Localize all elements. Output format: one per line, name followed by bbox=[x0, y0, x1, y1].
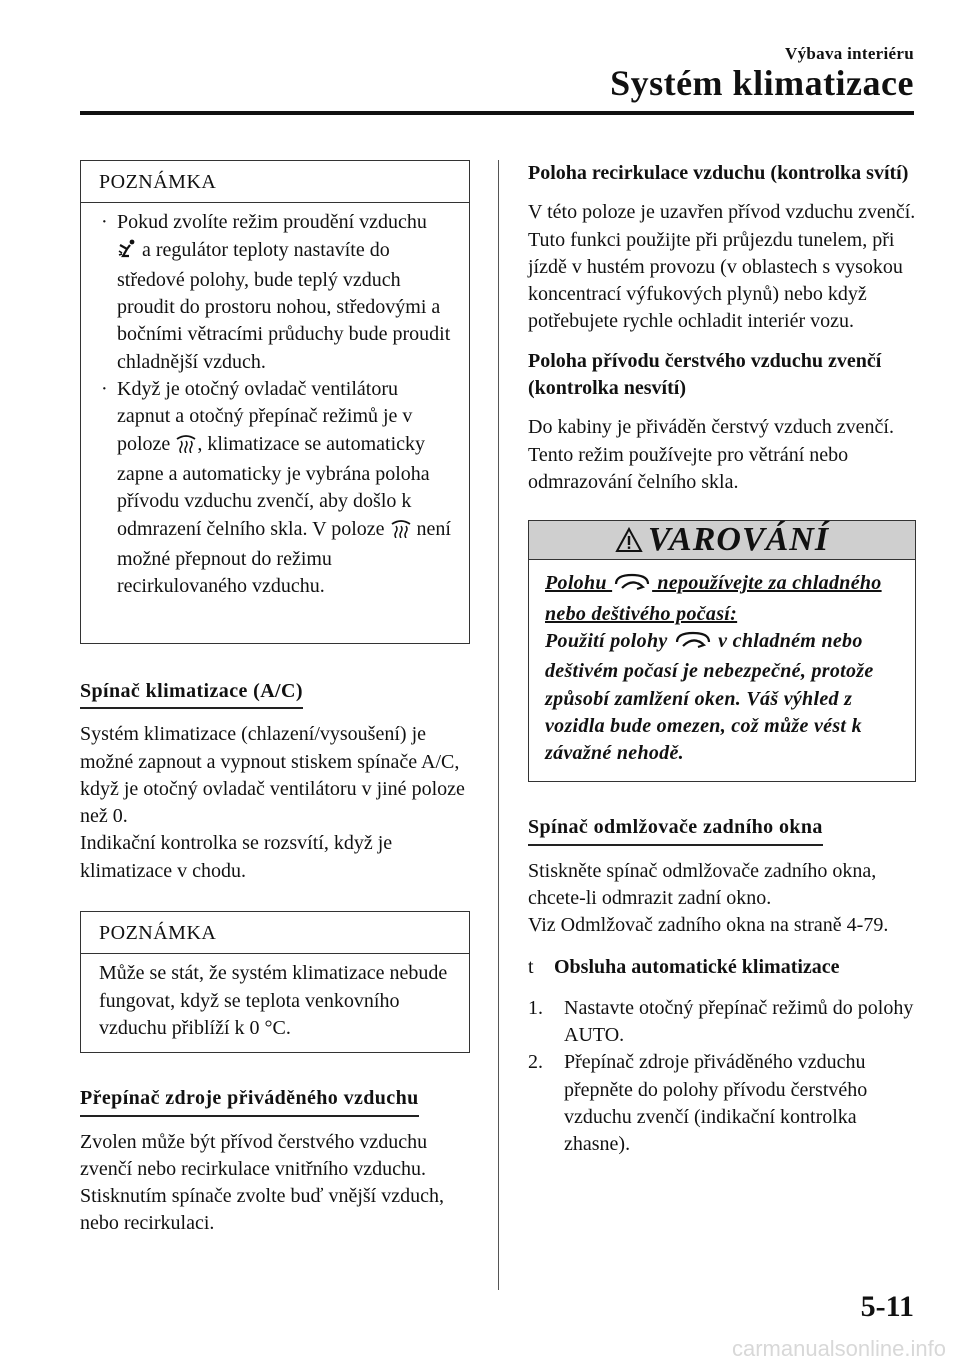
bullet-2-text-c: není možné přepnout do režimu recirkulovaného vzduchu. bbox=[117, 517, 451, 598]
right-column bbox=[528, 160, 916, 1159]
air-source-heading: Přepínač zdroje přiváděného vzduchu bbox=[80, 1085, 419, 1116]
left-column bbox=[80, 160, 470, 1238]
defroster-icon bbox=[390, 518, 412, 546]
rear-defogger-text-2: Viz Odmlžovač zadního okna na straně 4-79. bbox=[528, 914, 889, 937]
bullet-1-text-a: Pokud zvolíte režim proudění vzduchu bbox=[117, 211, 427, 234]
note-box-1 bbox=[80, 160, 470, 644]
section-label: Výbava interiéru bbox=[785, 44, 914, 63]
watermark: carmanualsonline.info bbox=[731, 1336, 946, 1361]
recirc-heading: Poloha recirkulace vzduchu (kontrolka svítí) bbox=[528, 162, 909, 184]
step-item bbox=[528, 995, 916, 1050]
warning-header bbox=[529, 521, 915, 560]
warning-lead bbox=[545, 570, 899, 628]
step-item bbox=[528, 1049, 916, 1158]
step-number: 2. bbox=[528, 1051, 543, 1074]
page-title: Systém klimatizace bbox=[610, 63, 914, 103]
note-label: POZNÁMKA bbox=[81, 161, 469, 203]
warning-title: VAROVÁNÍ bbox=[647, 521, 830, 559]
bullet-dot: · bbox=[101, 378, 108, 401]
fresh-air-text: Do kabiny je přiváděn čerstvý vzduch zvenčí. Tento režim používejte pro větrání nebo odmrazování čelního skla. bbox=[528, 416, 894, 493]
rear-defogger-text-1: Stiskněte spínač odmlžovače zadního okna, chcete-li odmrazit zadní okno. bbox=[528, 859, 877, 909]
warning-lead-a: Polohu bbox=[545, 572, 613, 595]
warning-text-b: v chladném nebo deštivém počasí je nebezpečné, protože způsobí zamlžení oken. Váš výhled z vozidla bude omezen, což může vést k závažné nehodě. bbox=[545, 629, 874, 765]
column-divider bbox=[498, 160, 499, 1290]
note-2-text: Může se stát, že systém klimatizace nebude fungovat, když se teplota venkovního vzduchu přiblíží k 0 °C. bbox=[99, 962, 448, 1039]
defroster-icon bbox=[175, 433, 197, 461]
auto-ac-marker: t bbox=[528, 955, 534, 978]
bullet-2-text-a: Když je otočný ovladač ventilátoru zapnut a otočný přepínač režimů je v poloze bbox=[117, 378, 413, 455]
floor-vent-mode-icon bbox=[117, 239, 137, 267]
warning-box bbox=[528, 520, 916, 782]
note-label: POZNÁMKA bbox=[81, 912, 469, 954]
ac-text-2: Indikační kontrolka se rozsvítí, když je klimatizace v chodu. bbox=[80, 832, 393, 882]
note-body bbox=[81, 203, 469, 610]
recirculation-icon bbox=[612, 572, 652, 600]
ac-switch-heading: Spínač klimatizace (A/C) bbox=[80, 678, 303, 709]
header-rule bbox=[80, 111, 914, 115]
rear-defogger-heading: Spínač odmlžovače zadního okna bbox=[528, 814, 823, 845]
bullet-1-text-b: a regulátor teploty nastavíte do středové polohy, bude teplý vzduch proudit do prostoru nohou, středovými a bočními větracími průduchy bude proudit chladnější vzduch. bbox=[117, 238, 451, 373]
bullet-dot: · bbox=[101, 211, 108, 234]
fresh-air-heading: Poloha přívodu čerstvého vzduchu zvenčí (kontrolka nesvítí) bbox=[528, 349, 882, 400]
auto-ac-heading-text: Obsluha automatické klimatizace bbox=[554, 955, 840, 978]
air-source-text: Zvolen může být přívod čerstvého vzduchu zvenčí nebo recirkulace vnitřního vzduchu. Stisknutím spínače zvolte buď vnější vzduch, nebo recirkulaci. bbox=[80, 1130, 444, 1235]
step-text: Nastavte otočný přepínač režimů do polohy AUTO. bbox=[564, 996, 914, 1047]
note-bullet-2 bbox=[99, 376, 451, 600]
steps-list bbox=[528, 995, 916, 1159]
page-number: 5-11 bbox=[860, 1290, 914, 1323]
recirc-text: V této poloze je uzavřen přívod vzduchu zvenčí. Tuto funkci použijte při průjezdu tunelem, při jízdě v hustém provozu (v oblastech s vysokou koncentrací výfukových plynů) nebo když potřebujete rychle ochladit interiér vozu. bbox=[528, 201, 916, 333]
warning-body bbox=[529, 560, 915, 781]
warning-text bbox=[545, 628, 899, 767]
step-text: Přepínač zdroje přiváděného vzduchu přepněte do polohy přívodu čerstvého vzduchu zvenčí (indikační kontrolka zhasne). bbox=[564, 1051, 868, 1156]
warning-lead-b: nepoužívejte za chladného nebo deštivého počasí: bbox=[545, 572, 882, 625]
note-box-2 bbox=[80, 911, 470, 1053]
note-bullet-1 bbox=[99, 209, 451, 376]
ac-text-1: Systém klimatizace (chlazení/vysoušení) je možné zapnout a vypnout stiskem spínače A/C, když je otočný ovladač ventilátoru v jiné poloze než 0. bbox=[80, 723, 465, 828]
recirculation-icon bbox=[673, 630, 713, 658]
step-number: 1. bbox=[528, 996, 543, 1019]
note-body bbox=[81, 954, 469, 1052]
warning-text-a: Použití polohy bbox=[545, 629, 673, 652]
bullet-2-text-b: , klimatizace se automaticky zapne a automaticky je vybrána poloha přívodu vzduchu zvenčí, aby došlo k odmrazení čelního skla. V poloze bbox=[117, 432, 430, 540]
auto-ac-heading bbox=[528, 954, 916, 981]
warning-triangle-icon bbox=[615, 527, 643, 549]
